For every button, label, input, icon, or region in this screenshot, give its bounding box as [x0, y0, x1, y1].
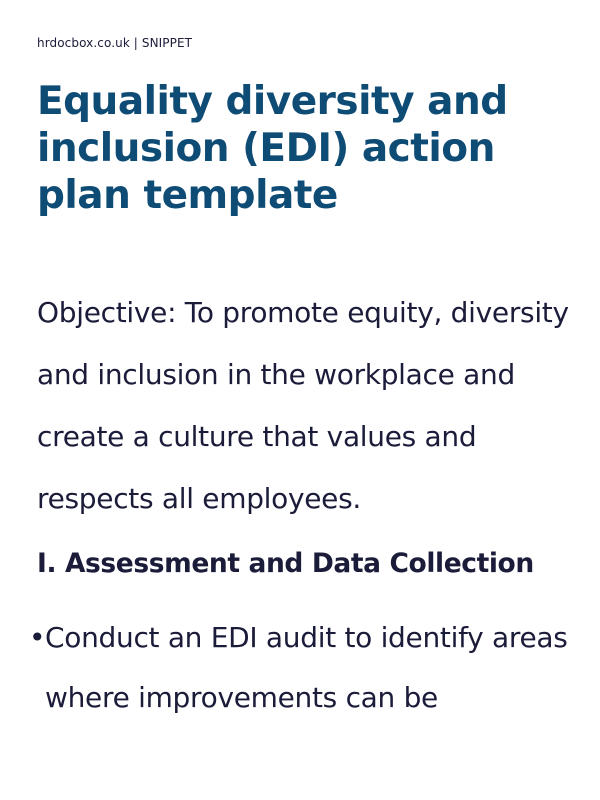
source-label: hrdocbox.co.uk | SNIPPET [37, 36, 193, 50]
bullet-list [29, 608, 579, 728]
document-title: Equality diversity and inclusion (EDI) action plan template [37, 79, 508, 218]
bullet-text: Conduct an EDI audit to identify areas where improvements can be [45, 621, 568, 714]
objective-paragraph: Objective: To promote equity, diversity and inclusion in the workplace and create a culture that values and respects all employees. [37, 296, 569, 515]
bullet-icon: • [29, 621, 46, 654]
list-item [29, 608, 579, 728]
section-heading-assessment: I. Assessment and Data Collection [37, 548, 534, 579]
